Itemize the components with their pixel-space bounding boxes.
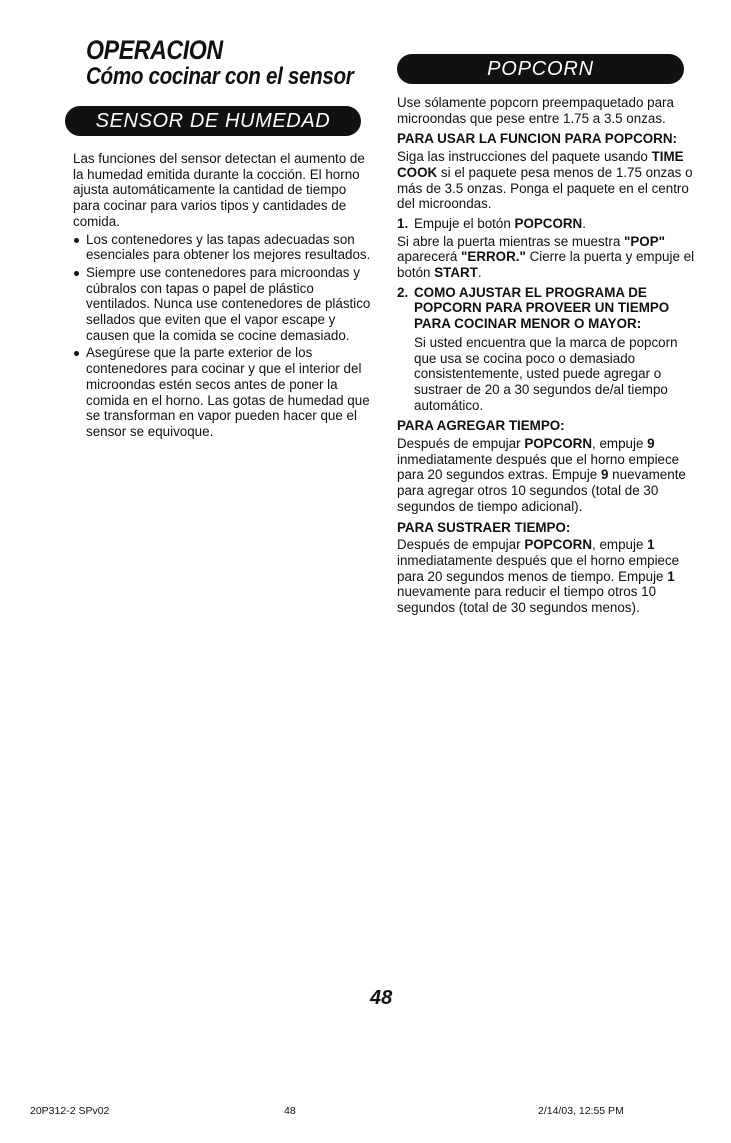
heading-subtract-time: PARA SUSTRAER TIEMPO:	[397, 519, 571, 535]
list-item	[73, 232, 373, 263]
bullet-icon	[74, 238, 79, 243]
step-1: 1. Empuje el botón POPCORN.	[397, 215, 586, 231]
start-key-label: START	[434, 265, 478, 281]
step-2-heading: COMO AJUSTAR EL PROGRAMA DE POPCORN PARA PROVEER UN TIEMPO PARA COCINAR MENOR O MAYOR:	[414, 284, 670, 332]
page-number: 48	[370, 987, 393, 1009]
right-column	[397, 95, 697, 618]
footer-timestamp: 2/14/03, 12:55 PM	[538, 1105, 624, 1117]
footer-page-number: 48	[284, 1105, 296, 1117]
step-2	[397, 285, 697, 332]
list-item	[73, 345, 373, 439]
bullet-text: Asegúrese que la parte exterior de los contenedores para cocinar y que el interior del microondas estén secos antes de poner la comida en el horno. Las gotas de humedad que se transforman en vapor pueden hacer que el sensor se equivoque.	[86, 345, 370, 439]
page-title: OPERACION	[86, 35, 223, 65]
bullet-text: Los contenedores y las tapas adecuadas son esenciales para obtener los mejores resultados.	[86, 231, 371, 263]
time-cook-label: TIME COOK	[397, 149, 684, 180]
heading-add-time: PARA AGREGAR TIEMPO:	[397, 418, 565, 434]
subtract-time-text: Después de empujar POPCORN, empuje 1 inmediatamente después que el horno empiece para 20 segundos menos de tiempo. Empuje 1 nuevamente para reducir el tiempo otros 10 segundos (total de 30 segundos menos).	[397, 537, 680, 616]
popcorn-key-label: POPCORN	[514, 215, 583, 231]
section-banner-sensor-humedad: SENSOR DE HUMEDAD	[65, 106, 361, 136]
page-subtitle: Cómo cocinar con el sensor	[86, 63, 354, 90]
section-banner-popcorn: POPCORN	[397, 54, 684, 84]
bullet-text: Siempre use contenedores para microondas y cúbralos con tapas o papel de plástico ventilados. Nunca use contenedores de plástico sellados que eviten que el vapor escape y causen que la comida se cocine demasiado.	[86, 264, 371, 343]
heading-use-popcorn: PARA USAR LA FUNCION PARA POPCORN:	[397, 131, 677, 147]
list-item	[73, 265, 373, 344]
step-number: 2.	[397, 284, 409, 300]
popcorn-intro: Use sólamente popcorn preempaquetado para microondas que pese entre 1.75 a 3.5 onzas.	[397, 95, 674, 126]
use-instructions: Siga las instrucciones del paquete usando TIME COOK si el paquete pesa menos de 1.75 onzas o más de 3.5 onzas. Ponga el paquete en el centro del microondas.	[397, 149, 693, 212]
bullet-icon	[74, 351, 79, 356]
left-column	[73, 151, 373, 442]
step-number: 1.	[397, 215, 409, 231]
footer-document-code: 20P312-2 SPv02	[30, 1105, 110, 1117]
bullet-icon	[74, 271, 79, 276]
error-note: Si abre la puerta mientras se muestra "POP" aparecerá "ERROR." Cierre la puerta y empuje el botón START.	[397, 233, 695, 281]
step-2-text: Si usted encuentra que la marca de popcorn que usa se cocina poco o demasiado consistentemente, usted puede agregar o sustraer de 20 a 30 segundos de/al tiempo automático.	[414, 334, 678, 413]
sensor-intro: Las funciones del sensor detectan el aumento de la humedad emitida durante la cocción. El horno ajusta automáticamente la cantidad de tiempo para cocinar para varios tipos y cantidades de comida.	[73, 151, 365, 229]
add-time-text: Después de empujar POPCORN, empuje 9 inmediatamente después que el horno empiece para 20 segundos extras. Empuje 9 nuevamente para agregar otros 10 segundos (total de 30 segundos de tiempo adicional).	[397, 436, 686, 514]
